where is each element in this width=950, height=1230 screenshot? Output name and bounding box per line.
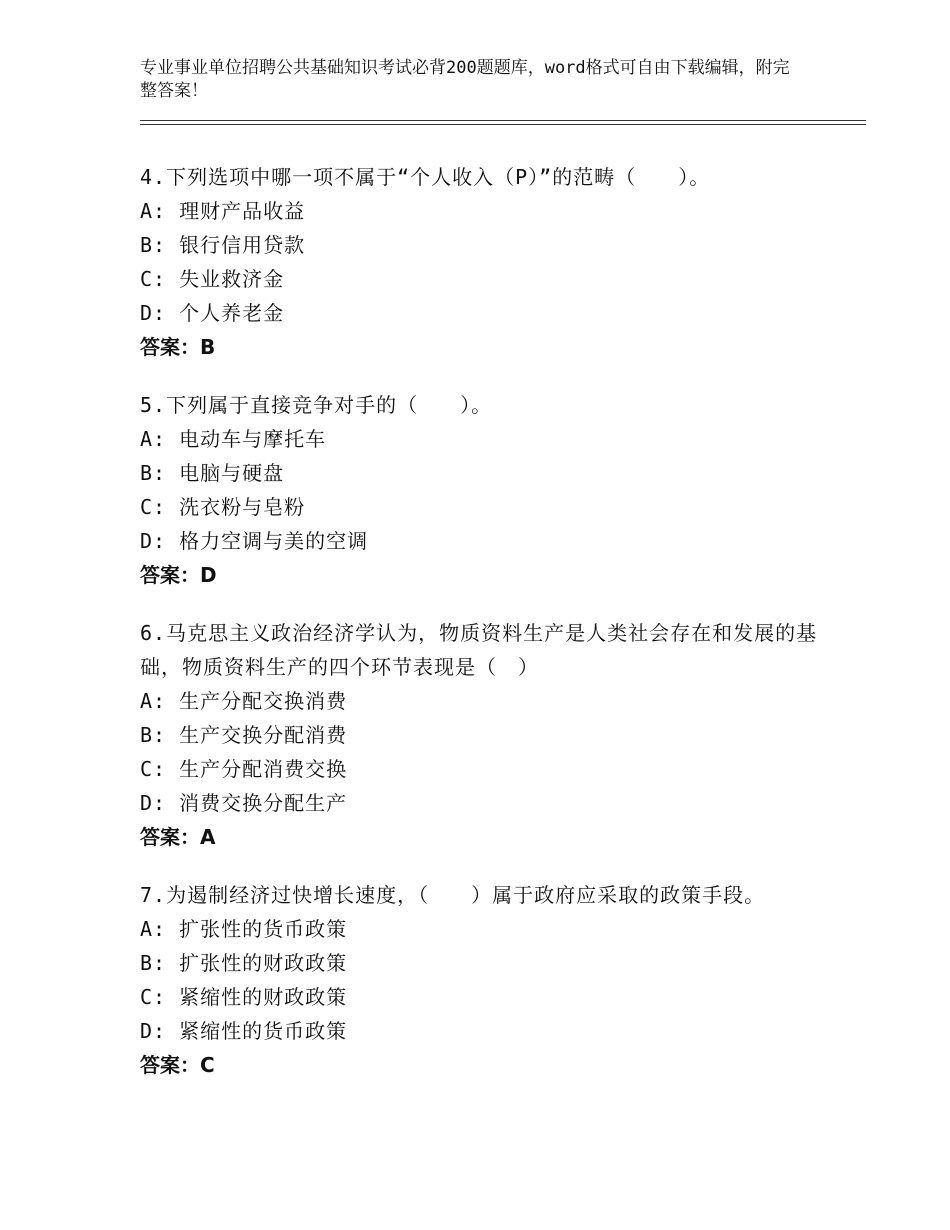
- option-b: B: 电脑与硬盘: [140, 461, 285, 485]
- option-d: D: 消费交换分配生产: [140, 791, 348, 815]
- option-c: C: 紧缩性的财政政策: [140, 985, 348, 1009]
- answer-label: 答案：D: [140, 563, 217, 587]
- header-text: 专业事业单位招聘公共基础知识考试必背200题题库，word格式可自由下载编辑，附完整答案！: [140, 58, 790, 101]
- answer-label: 答案：A: [140, 825, 216, 849]
- question-5: [140, 388, 840, 592]
- option-b: B: 生产交换分配消费: [140, 723, 348, 747]
- option-d: D: 格力空调与美的空调: [140, 529, 369, 553]
- header-divider: [140, 120, 866, 125]
- option-b: B: 银行信用贷款: [140, 233, 306, 257]
- option-d: D: 紧缩性的货币政策: [140, 1019, 348, 1043]
- option-b: B: 扩张性的财政政策: [140, 951, 348, 975]
- question-stem: 5.下列属于直接竞争对手的（ ）。: [140, 393, 493, 417]
- option-c: C: 失业救济金: [140, 267, 285, 291]
- option-d: D: 个人养老金: [140, 301, 285, 325]
- question-6: [140, 616, 840, 854]
- answer-label: 答案：B: [140, 335, 216, 359]
- option-a: A: 电动车与摩托车: [140, 427, 327, 451]
- question-list: [140, 160, 840, 1106]
- option-c: C: 生产分配消费交换: [140, 757, 348, 781]
- option-a: A: 扩张性的货币政策: [140, 917, 348, 941]
- question-stem: 7.为遏制经济过快增长速度，（ ）属于政府应采取的政策手段。: [140, 883, 766, 907]
- question-4: [140, 160, 840, 364]
- question-7: [140, 878, 840, 1082]
- option-a: A: 生产分配交换消费: [140, 689, 348, 713]
- option-c: C: 洗衣粉与皂粉: [140, 495, 306, 519]
- answer-label: 答案：C: [140, 1053, 215, 1077]
- document-header: [140, 57, 790, 103]
- question-stem: 4.下列选项中哪一项不属于“个人收入（P）”的范畴（ ）。: [140, 165, 711, 189]
- question-stem: 6.马克思主义政治经济学认为，物质资料生产是人类社会存在和发展的基础，物质资料生产的四个环节表现是（ ）: [140, 621, 818, 679]
- option-a: A: 理财产品收益: [140, 199, 306, 223]
